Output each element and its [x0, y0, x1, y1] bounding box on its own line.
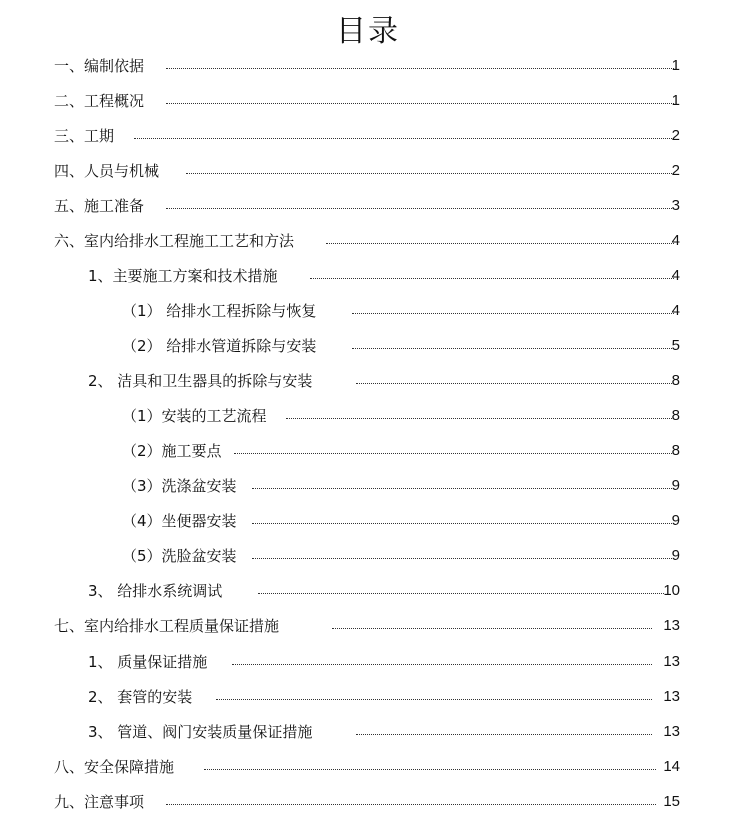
toc-entry-label: 1、 质量保证措施 [88, 653, 208, 671]
toc-leader [252, 488, 674, 489]
toc-entry-4[interactable] [0, 160, 736, 182]
toc-leader [310, 278, 674, 279]
toc-entry-page: 3 [671, 197, 680, 214]
toc-entry-7[interactable] [0, 615, 736, 637]
toc-entry-1[interactable] [0, 55, 736, 77]
toc-entry-label: 七、室内给排水工程质量保证措施 [54, 617, 280, 635]
toc-entry-page: 8 [671, 372, 680, 389]
toc-leader [232, 664, 652, 665]
toc-entry-label: 二、工程概况 [54, 92, 145, 110]
toc-leader [356, 383, 674, 384]
toc-entry-page: 1 [671, 57, 680, 74]
toc-entry-label: （1）安装的工艺流程 [122, 407, 267, 425]
toc-entry-label: 1、主要施工方案和技术措施 [88, 267, 278, 285]
toc-entry-label: （2） 给排水管道拆除与安装 [122, 337, 317, 355]
toc-entry-label: （5）洗脸盆安装 [122, 547, 237, 565]
toc-entry-label: 2、 洁具和卫生器具的拆除与安装 [88, 372, 313, 390]
toc-entry-7-2[interactable] [0, 686, 736, 708]
toc-leader [216, 699, 652, 700]
toc-entry-page: 13 [663, 723, 680, 740]
toc-entry-2[interactable] [0, 90, 736, 112]
toc-entry-6-1-1[interactable] [0, 300, 736, 322]
toc-entry-label: 八、安全保障措施 [54, 758, 175, 776]
toc-leader [166, 804, 656, 805]
toc-entry-6-2-4[interactable] [0, 510, 736, 532]
toc-entry-label: （3）洗涤盆安装 [122, 477, 237, 495]
toc-entry-page: 8 [671, 442, 680, 459]
toc-entry-label: 2、 套管的安装 [88, 688, 193, 706]
toc-entry-label: 四、人员与机械 [54, 162, 160, 180]
toc-leader [234, 453, 674, 454]
toc-leader [356, 734, 652, 735]
toc-entry-5[interactable] [0, 195, 736, 217]
toc-entry-label: （2）施工要点 [122, 442, 222, 460]
toc-entry-page: 9 [671, 512, 680, 529]
toc-entry-6-2-3[interactable] [0, 475, 736, 497]
toc-entry-7-1[interactable] [0, 651, 736, 673]
toc-entry-page: 13 [663, 688, 680, 705]
toc-entry-6-2-1[interactable] [0, 405, 736, 427]
toc-entry-page: 8 [671, 407, 680, 424]
toc-entry-label: 3、 管道、阀门安装质量保证措施 [88, 723, 313, 741]
toc-entry-page: 10 [663, 582, 680, 599]
toc-leader [286, 418, 674, 419]
toc-entry-label: 六、室内给排水工程施工工艺和方法 [54, 232, 295, 250]
toc-entry-7-3[interactable] [0, 721, 736, 743]
toc-entry-page: 4 [671, 267, 680, 284]
toc-entry-6-2-2[interactable] [0, 440, 736, 462]
toc-entry-label: 三、工期 [54, 127, 115, 145]
toc-entry-label: 九、注意事项 [54, 793, 145, 811]
toc-entry-page: 14 [663, 758, 680, 775]
toc-leader [166, 68, 674, 69]
toc-entry-page: 15 [663, 793, 680, 810]
toc-entry-page: 2 [671, 127, 680, 144]
toc-leader [252, 558, 674, 559]
page-title: 目录 [336, 14, 400, 49]
toc-entry-9[interactable] [0, 791, 736, 813]
toc-leader [258, 593, 664, 594]
toc-entry-label: （4）坐便器安装 [122, 512, 237, 530]
toc-entry-6-1-2[interactable] [0, 335, 736, 357]
toc-leader [204, 769, 656, 770]
toc-entry-page: 5 [671, 337, 680, 354]
toc-entry-3[interactable] [0, 125, 736, 147]
toc-entry-8[interactable] [0, 756, 736, 778]
toc-leader [352, 348, 674, 349]
toc-leader [166, 103, 674, 104]
toc-entry-6-3[interactable] [0, 580, 736, 602]
toc-entry-label: 五、施工准备 [54, 197, 145, 215]
toc-entry-page: 2 [671, 162, 680, 179]
toc-leader [352, 313, 674, 314]
toc-entry-page: 1 [671, 92, 680, 109]
toc-entry-page: 13 [663, 653, 680, 670]
toc-entry-6-1[interactable] [0, 265, 736, 287]
toc-entry-6[interactable] [0, 230, 736, 252]
toc-entry-label: （1） 给排水工程拆除与恢复 [122, 302, 317, 320]
toc-entry-page: 13 [663, 617, 680, 634]
toc-leader [252, 523, 674, 524]
toc-leader [166, 208, 674, 209]
toc-entry-page: 4 [671, 302, 680, 319]
toc-entry-label: 3、 给排水系统调试 [88, 582, 223, 600]
toc-entry-page: 9 [671, 547, 680, 564]
toc-leader [326, 243, 674, 244]
toc-entry-label: 一、编制依据 [54, 57, 145, 75]
toc-leader [134, 138, 674, 139]
toc-entry-6-2[interactable] [0, 370, 736, 392]
toc-entry-6-2-5[interactable] [0, 545, 736, 567]
toc-leader [332, 628, 652, 629]
toc-entry-page: 4 [671, 232, 680, 249]
toc-entry-page: 9 [671, 477, 680, 494]
toc-leader [186, 173, 674, 174]
